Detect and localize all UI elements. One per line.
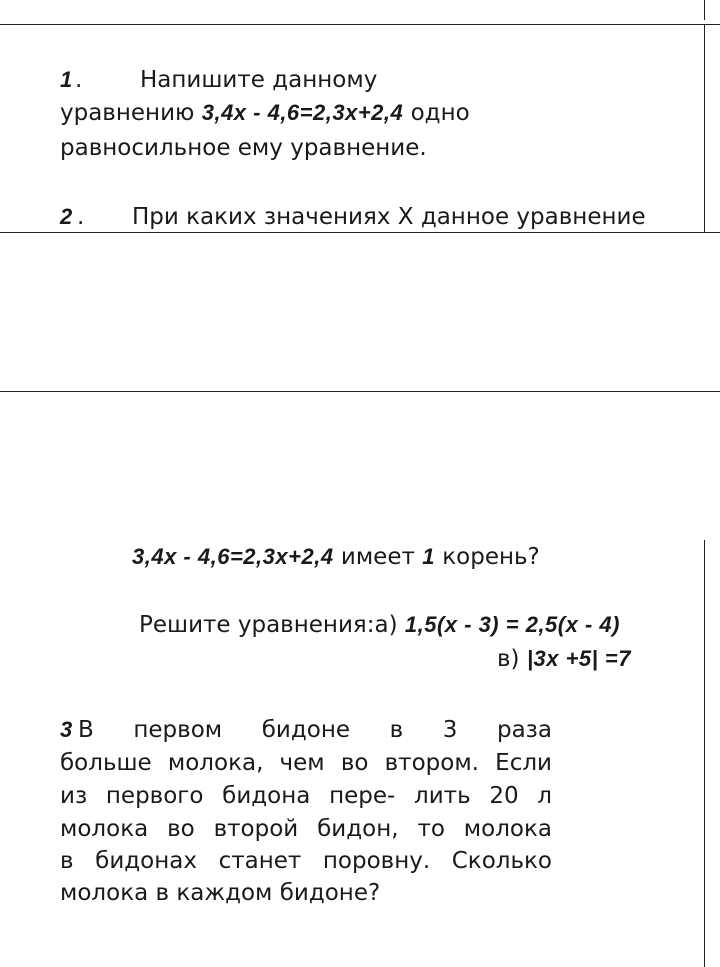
- task-3-line-5: в бидонах станет поровну. Сколько: [60, 848, 552, 874]
- task-3-line-3: из первого бидона пере- лить 20 л: [60, 783, 552, 809]
- task-3-last-line: молока в каждом бидоне?: [60, 880, 381, 906]
- task-2-solve-label: Решите уравнения:а): [139, 612, 398, 638]
- task-2-equation-a: 1,5(x - 3) = 2,5(x - 4): [404, 612, 620, 637]
- top-divider: [0, 24, 720, 25]
- task-2-dot: .: [77, 204, 85, 230]
- task-3-line-2: больше молока, чем во втором. Если: [60, 750, 552, 776]
- task-1-line-1: Напишите данному: [140, 67, 378, 93]
- task-3-line-1: В первом бидоне в 3 раза: [78, 717, 552, 743]
- task-3-line-4: молока во второй бидон, то молока: [60, 816, 552, 842]
- task-2-line-1: При каких значениях X данное уравнение: [132, 204, 646, 230]
- task-1-line-2-post: одно: [410, 100, 470, 126]
- upper-right-border: [704, 24, 705, 232]
- lower-right-border: [704, 540, 705, 967]
- task-1-line-2-pre: уравнению: [60, 100, 195, 126]
- task-2-equation: 3,4x - 4,6=2,3x+2,4: [132, 544, 334, 569]
- task-2-mid: имеет: [340, 544, 415, 570]
- task-2-equation-b: |3x +5| =7: [526, 646, 632, 671]
- task-2-root-question: [132, 541, 540, 573]
- task-1-equation: 3,4x - 4,6=2,3x+2,4: [201, 100, 404, 125]
- task-1-line-3: равносильное ему уравнение.: [60, 135, 427, 161]
- task-2-b-label: в): [497, 646, 520, 672]
- task-1-line-2: [60, 97, 470, 129]
- top-right-border: [704, 0, 705, 20]
- task-1-number: 1: [60, 67, 73, 92]
- task-2-b-line: [497, 643, 631, 675]
- task-1-dot: .: [75, 67, 83, 93]
- lower-divider: [0, 391, 720, 392]
- task-2-one: 1: [422, 544, 435, 569]
- task-2-solve-line: [139, 609, 620, 641]
- task-2-end: корень?: [442, 544, 540, 570]
- task-2-number: 2: [60, 204, 73, 229]
- task-3-number: 3: [60, 717, 73, 742]
